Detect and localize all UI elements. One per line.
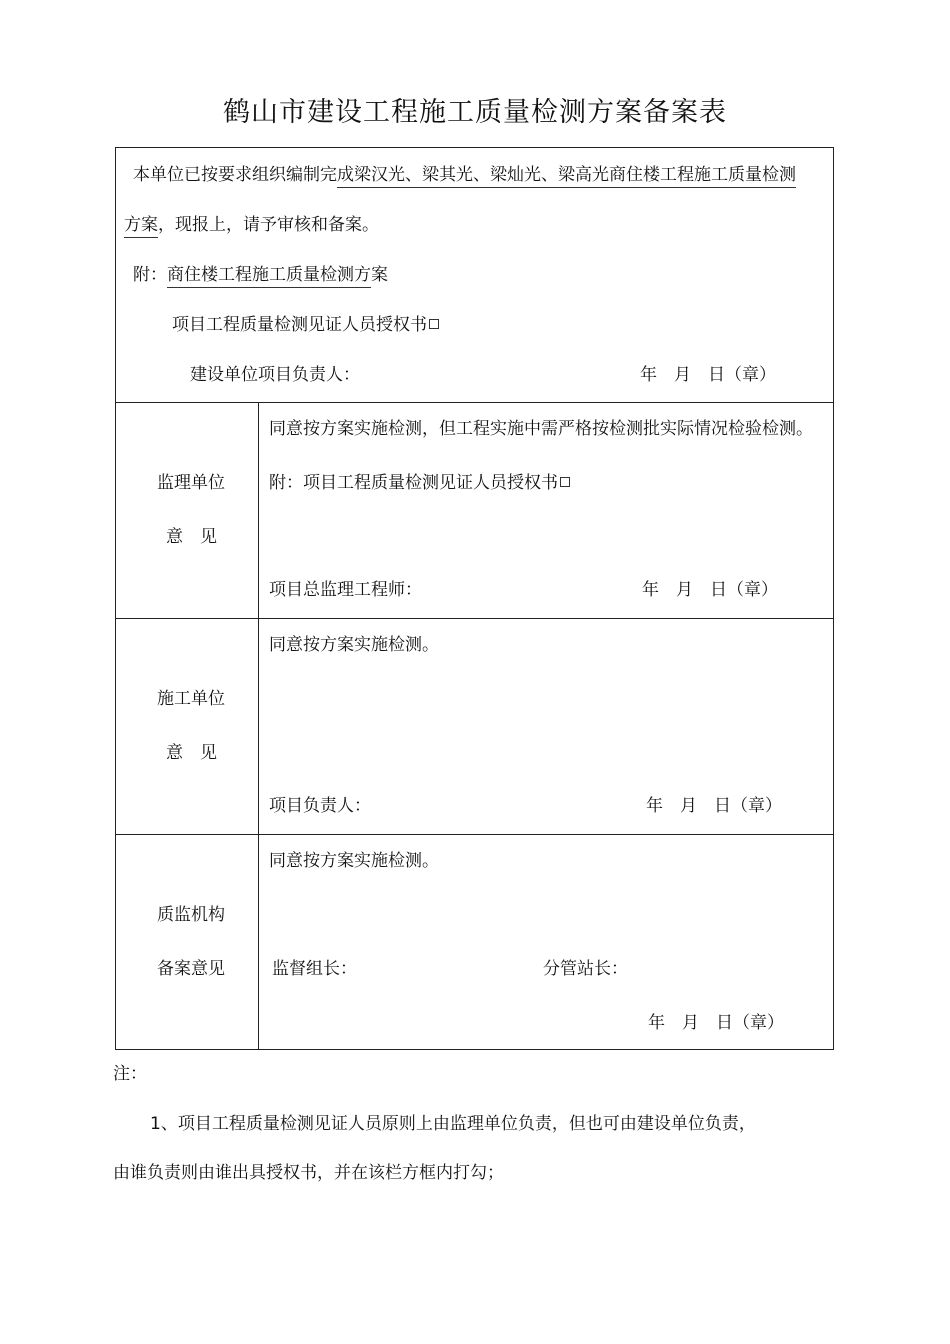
chief-supervisor-signer: 项目总监理工程师：	[269, 580, 422, 600]
notes-heading: 注：	[113, 1064, 147, 1084]
signature-date: 年 月 日（章）	[640, 365, 776, 385]
supervision-attachment: 附：项目工程质量检测见证人员授权书	[269, 472, 570, 494]
authorization-attachment: 项目工程质量检测见证人员授权书	[172, 314, 439, 336]
signature-date: 年 月 日（章）	[648, 1013, 784, 1033]
station-manager-signer: 分管站长：	[543, 959, 628, 979]
quality-opinion: 同意按方案实施检测。	[269, 851, 439, 871]
column-divider	[258, 402, 259, 1050]
quality-agency-label: 质监机构	[157, 905, 225, 925]
page-title: 鹤山市建设工程施工质量检测方案备案表	[223, 97, 727, 128]
supervision-label-opinion: 意 见	[166, 527, 217, 547]
submission-statement-line1: 本单位已按要求组织编制完成梁汉光、梁其光、梁灿光、梁高光商住楼工程施工质量检测	[133, 164, 796, 186]
construction-label-opinion: 意 见	[166, 743, 217, 763]
construction-unit-signer: 建设单位项目负责人：	[190, 365, 360, 385]
authorization-checkbox[interactable]	[560, 477, 570, 487]
supervision-label: 监理单位	[157, 473, 225, 493]
construction-label: 施工单位	[157, 689, 225, 709]
row-divider	[115, 618, 834, 619]
quality-agency-label-opinion: 备案意见	[157, 959, 225, 979]
signature-date: 年 月 日（章）	[642, 580, 778, 600]
submission-statement-line2: 方案，现报上，请予审核和备案。	[124, 214, 379, 236]
supervision-team-leader-signer: 监督组长：	[272, 959, 357, 979]
note-1-line1: 1、项目工程质量检测见证人员原则上由监理单位负责，但也可由建设单位负责，	[150, 1114, 756, 1134]
note-1-line2: 由谁负责则由谁出具授权书，并在该栏方框内打勾；	[113, 1163, 504, 1183]
project-manager-signer: 项目负责人：	[269, 796, 371, 816]
row-divider	[115, 402, 834, 403]
row-divider	[115, 834, 834, 835]
project-name-field[interactable]: 成梁汉光、梁其光、梁灿光、梁高光	[337, 165, 609, 188]
construction-opinion: 同意按方案实施检测。	[269, 635, 439, 655]
authorization-checkbox[interactable]	[429, 319, 439, 329]
supervision-opinion: 同意按方案实施检测，但工程实施中需严格按检测批实际情况检验检测。	[269, 419, 813, 439]
signature-date: 年 月 日（章）	[646, 796, 782, 816]
attachment-line: 附：商住楼工程施工质量检测方案	[133, 264, 388, 286]
